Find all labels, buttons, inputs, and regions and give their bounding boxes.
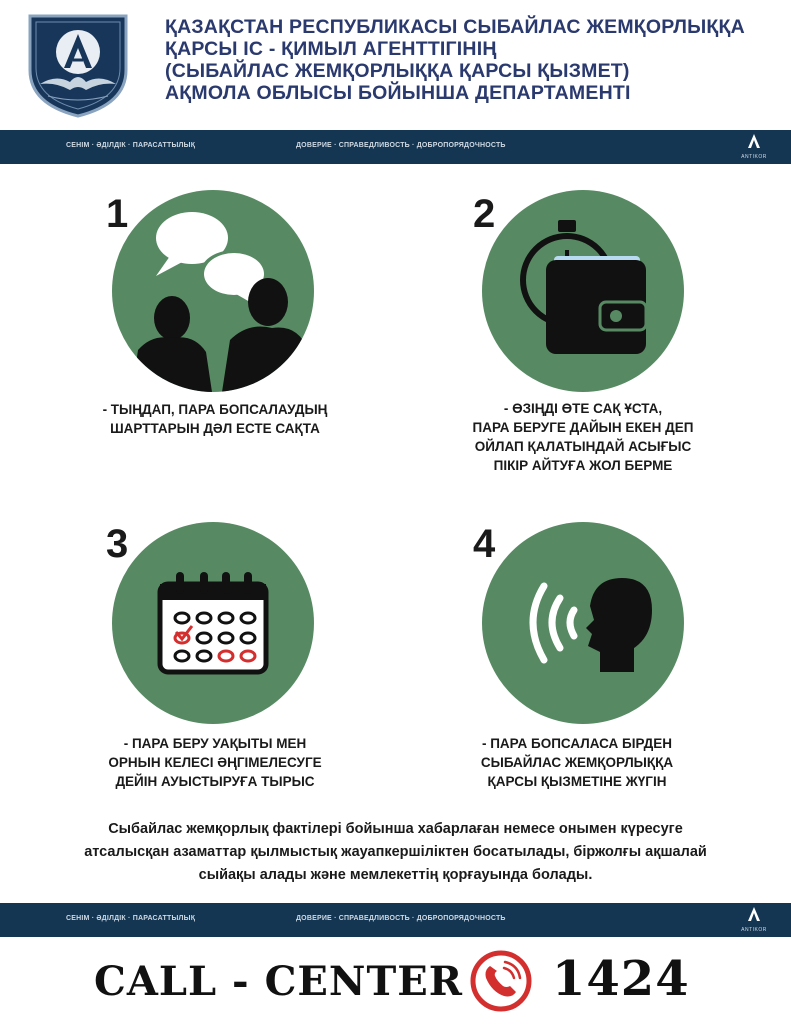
step-2-caption xyxy=(438,399,728,475)
caption-line: ҚАРСЫ ҚЫЗМЕТІНЕ ЖҮГІН xyxy=(487,774,667,789)
values-russian-text: ДОВЕРИЕ · СПРАВЕДЛИВОСТЬ · ДОБРОПОРЯДОЧНОСТЬ xyxy=(296,915,506,922)
step-number: 2 xyxy=(473,192,496,236)
title-line: АҚМОЛА ОБЛЫСЫ БОЙЫНША ДЕПАРТАМЕНТІ xyxy=(165,82,631,104)
caption-line: ДЕЙІН АУЫСТЫРУҒА ТЫРЫС xyxy=(115,774,315,789)
stopwatch-wallet-icon xyxy=(482,190,684,392)
title-line: (СЫБАЙЛАС ЖЕМҚОРЛЫҚҚА ҚАРСЫ ҚЫЗМЕТ) xyxy=(165,60,630,82)
antikor-a-icon xyxy=(747,907,761,921)
caption-line: ПІКІР АЙТУҒА ЖОЛ БЕРМЕ xyxy=(493,458,673,473)
step-2-circle xyxy=(482,190,684,392)
phone-icon[interactable] xyxy=(470,950,532,1012)
call-center-label: CALL - CENTER xyxy=(94,958,463,1005)
step-4-caption xyxy=(432,734,722,791)
caption-line: ШАРТТАРЫН ДӘЛ ЕСТЕ САҚТА xyxy=(110,421,320,436)
step-number: 1 xyxy=(106,192,129,236)
title-line: ҚАЗАҚСТАН РЕСПУБЛИКАСЫ СЫБАЙЛАС ЖЕМҚОРЛЫҚҚА xyxy=(165,16,745,38)
agency-emblem-logo xyxy=(26,12,130,118)
caption-line: СЫБАЙЛАС ЖЕМҚОРЛЫҚҚА xyxy=(480,755,674,770)
caption-line: ПАРА БЕРУГЕ ДАЙЫН ЕКЕН ДЕП xyxy=(472,420,694,435)
antikor-logo xyxy=(737,907,771,933)
values-kazakh-text: СЕНІМ · ӘДІЛДІК · ПАРАСАТТЫЛЫҚ xyxy=(66,915,196,922)
antikor-label: ANTIKOR xyxy=(741,154,767,160)
note-line: сыйақы алады және мемлекеттің қорғауында болады. xyxy=(198,867,593,883)
step-number: 4 xyxy=(473,522,496,566)
page-header xyxy=(0,0,791,130)
step-number: 3 xyxy=(106,522,129,566)
caption-line: - ПАРА БЕРУ УАҚЫТЫ МЕН xyxy=(123,736,307,751)
note-line: Сыбайлас жемқорлық фактілері бойынша хабарлаған немесе онымен күресуге xyxy=(108,821,683,837)
antikor-logo xyxy=(737,134,771,160)
title-line: ҚАРСЫ ІС - ҚИМЫЛ АГЕНТТІГІНІҢ xyxy=(165,38,497,60)
step-1-circle xyxy=(112,190,314,392)
step-1-caption xyxy=(70,400,360,438)
values-band-bottom xyxy=(0,903,791,937)
speaking-head-icon xyxy=(482,522,684,724)
call-center xyxy=(0,940,791,1024)
values-band-top xyxy=(0,130,791,164)
legal-note xyxy=(40,818,751,887)
values-kazakh-text: СЕНІМ · ӘДІЛДІК · ПАРАСАТТЫЛЫҚ xyxy=(66,142,196,149)
antikor-label: ANTIKOR xyxy=(741,927,767,933)
caption-line: ОРНЫН КЕЛЕСІ ӘҢГІМЕЛЕСУГЕ xyxy=(108,755,322,770)
step-3-caption xyxy=(70,734,360,791)
speech-bubbles-people-icon xyxy=(112,190,314,392)
caption-line: - ТЫҢДАП, ПАРА БОПСАЛАУДЫҢ xyxy=(102,402,328,417)
step-4-circle xyxy=(482,522,684,724)
calendar-icon xyxy=(112,522,314,724)
caption-line: - ПАРА БОПСАЛАСА БІРДЕН xyxy=(481,736,673,751)
antikor-a-icon xyxy=(747,134,761,148)
call-center-number[interactable]: 1424 xyxy=(552,951,690,1007)
values-russian-text: ДОВЕРИЕ · СПРАВЕДЛИВОСТЬ · ДОБРОПОРЯДОЧНОСТЬ xyxy=(296,142,506,149)
step-3-circle xyxy=(112,522,314,724)
note-line: атсалысқан азаматтар қылмыстық жауапкершіліктен босатылады, біржолғы ақшалай xyxy=(84,844,707,860)
agency-title xyxy=(165,16,785,104)
caption-line: ОЙЛАП ҚАЛАТЫНДАЙ АСЫҒЫС xyxy=(474,439,692,454)
caption-line: - ӨЗІҢДІ ӨТЕ САҚ ҰСТА, xyxy=(503,401,663,416)
